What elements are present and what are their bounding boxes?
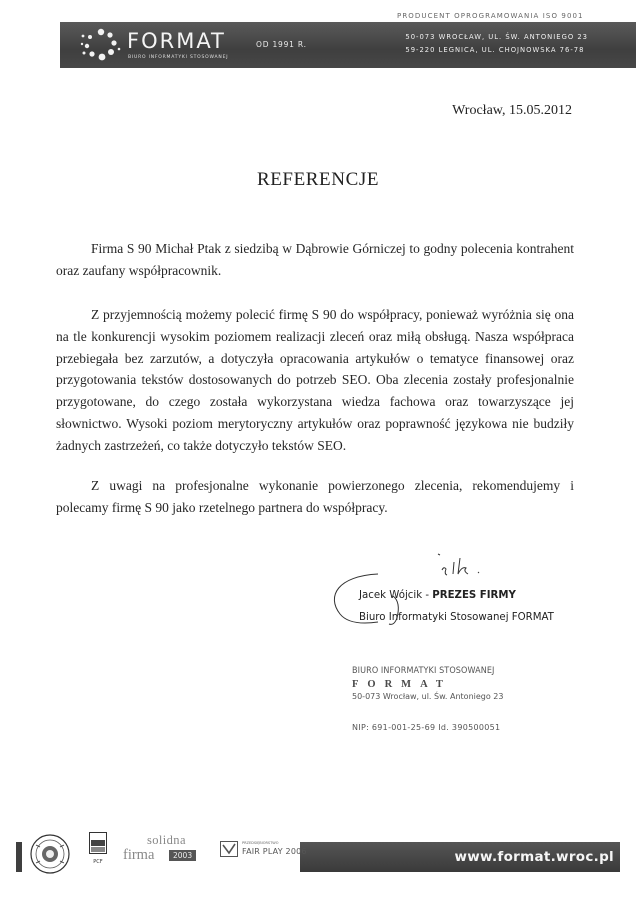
- letter-title: REFERENCJE: [256, 169, 380, 190]
- paragraph: Z przyjemnością możemy polecić firmę S 90 do współpracy, ponieważ wyróżnia się ona na tle konkurencji wysokim poziomem realizacji zleceń oraz miłą obsługą. Nasza współpraca przebiegała bez zarzutów, a dotyczyła opracowania artykułów o tematyce finansowej oraz przygotowania tekstów dostosowanych do potrzeb SEO. Oba zlecenia zostały profesjonalnie przygotowane, do czego została wykorzystana wiedza fachowa oraz towarzyszące jej słownictwo. Wysoki poziom merytoryczny artykułów oraz poprawność językowa nie budziły żadnych zastrzeżeń, co także dotyczyło tekstów SEO.: [56, 307, 574, 453]
- signatory-role: PREZES FIRMY: [432, 590, 516, 601]
- address-line: 59-220 LEGNICA, UL. CHOJNOWSKA 76-78: [405, 46, 585, 54]
- header-tagline: PRODUCENT OPROGRAMOWANIA ISO 9001: [397, 12, 584, 20]
- fair-play-title: FAIR PLAY 2006: [242, 847, 307, 856]
- firma-word: firma: [123, 847, 155, 863]
- signatory-person: Jacek Wójcik -: [359, 590, 433, 601]
- brand-name: FORMAT: [127, 29, 226, 53]
- solidna-firma-logo: [123, 833, 203, 873]
- solidna-word: solidna: [147, 833, 186, 847]
- stamp-line: 50-073 Wrocław, ul. Św. Antoniego 23: [352, 692, 504, 701]
- address-line: 50-073 WROCŁAW, UL. ŚW. ANTONIEGO 23: [405, 33, 588, 41]
- format-logo: [80, 25, 230, 65]
- certificate-seal-icon: [26, 833, 84, 875]
- pcf-badge: [89, 832, 107, 872]
- stamp-line: FORMAT: [352, 679, 452, 690]
- footer-website: www.format.wroc.pl: [454, 849, 614, 865]
- stamp-line: BIURO INFORMATYKI STOSOWANEJ: [352, 666, 495, 676]
- fair-play-caption: PRZEDSIĘBIORSTWO: [242, 841, 279, 845]
- firma-year: 2003: [169, 850, 196, 861]
- pcf-icon: [89, 832, 107, 854]
- fair-play-logo: [220, 841, 307, 862]
- company-stamp: [352, 666, 522, 732]
- paragraph: Z uwagi na profesjonalne wykonanie powierzonego zlecenia, rekomendujemy i polecamy firmę S 90 jako rzetelnego partnera do współpracy.: [56, 478, 574, 515]
- stamp-line: NIP: 691-001-25-69 Id. 390500051: [352, 723, 501, 732]
- established-since: OD 1991 R.: [256, 40, 307, 49]
- header-addresses: [405, 31, 588, 57]
- pcf-label: PCF: [93, 859, 103, 865]
- brand-subtitle: BIURO INFORMATYKI STOSOWANEJ: [128, 55, 229, 60]
- signatory-organization: Biuro Informatyki Stosowanej FORMAT: [359, 612, 554, 623]
- footer-certificates: [22, 830, 307, 878]
- place-and-date: Wrocław, 15.05.2012: [452, 103, 572, 118]
- signatory-name: [359, 590, 516, 601]
- format-dots-icon: [80, 27, 122, 63]
- letterhead-bar: [60, 22, 636, 68]
- fair-play-check-icon: [220, 841, 238, 857]
- paragraph: Firma S 90 Michał Ptak z siedzibą w Dąbrowie Górniczej to godny polecenia kontrahent oraz zaufany współpracownik.: [56, 241, 574, 278]
